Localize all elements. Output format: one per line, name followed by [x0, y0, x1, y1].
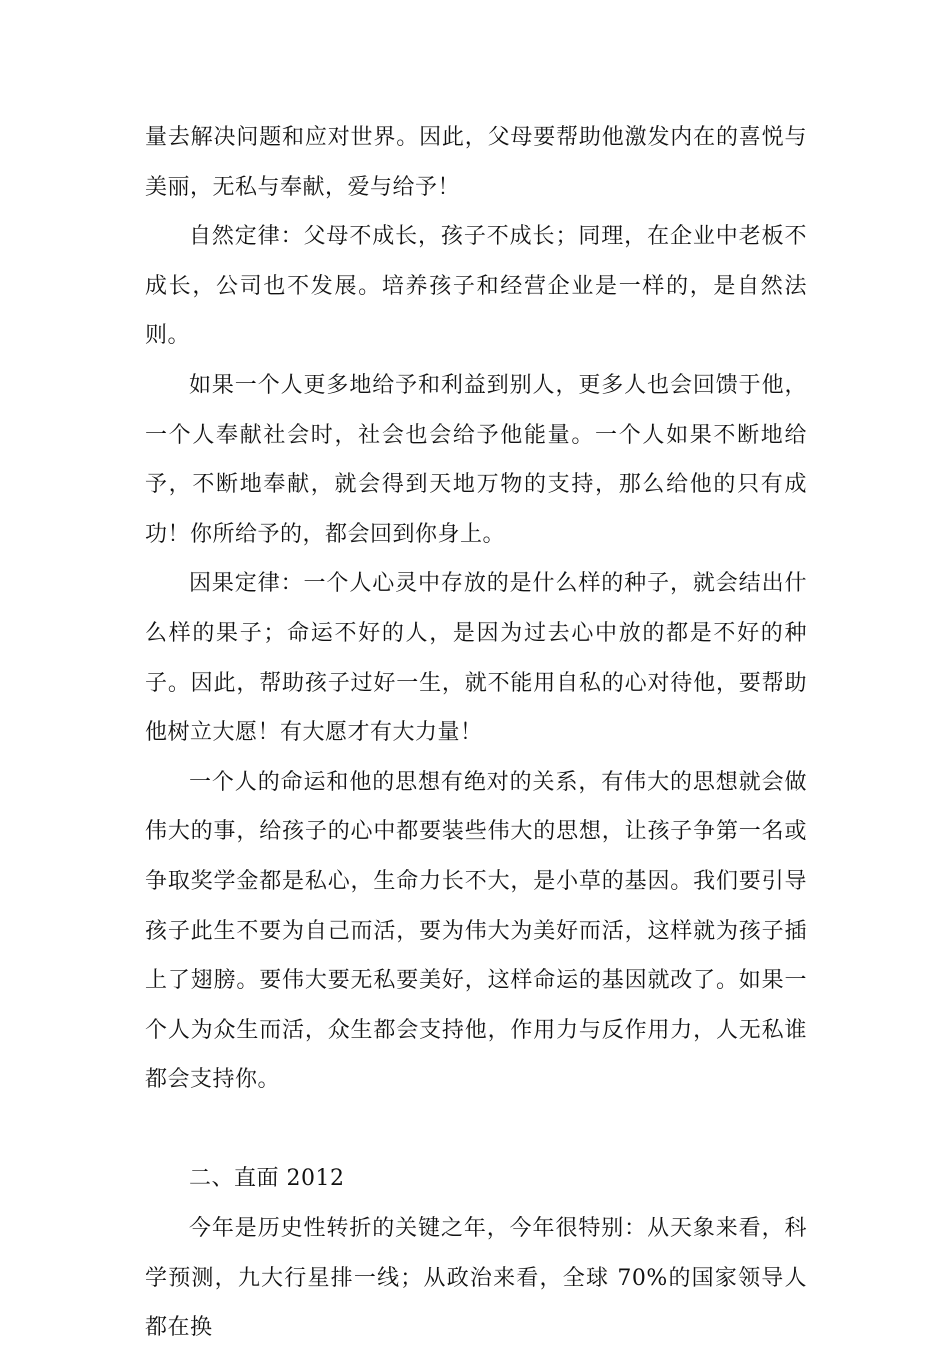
paragraph-giving: 如果一个人更多地给予和利益到别人，更多人也会回馈于他，一个人奉献社会时，社会也会给予他能量。一个人如果不断地给予，不断地奉献，就会得到天地万物的支持，那么给他的只有成功！你所给予的，都会回到你身上。: [145, 372, 807, 547]
paragraph-continuation: 量去解决问题和应对世界。因此，父母要帮助他激发内在的喜悦与美丽，无私与奉献，爱与给予！: [145, 125, 807, 200]
section-heading: 二、直面 2012: [189, 1166, 345, 1192]
paragraph-causality-law: 因果定律：一个人心灵中存放的是什么样的种子，就会结出什么样的果子；命运不好的人，是因为过去心中放的都是不好的种子。因此，帮助孩子过好一生，就不能用自私的心对待他，要帮助他树立大愿！有大愿才有大力量！: [145, 571, 807, 746]
blank-line: [145, 1105, 807, 1155]
paragraph-2012: 今年是历史性转折的关键之年，今年很特别：从天象来看，科学预测，九大行星排一线；从政治来看，全球 70%的国家领导人都在换: [145, 1216, 807, 1341]
paragraph-destiny-thought: 一个人的命运和他的思想有绝对的关系，有伟大的思想就会做伟大的事，给孩子的心中都要装些伟大的思想，让孩子争第一名或争取奖学金都是私心，生命力长不大，是小草的基因。我们要引导孩子此生不要为自己而活，要为伟大为美好而活，这样就为孩子插上了翅膀。要伟大要无私要美好，这样命运的基因就改了。如果一个人为众生而活，众生都会支持他，作用力与反作用力，人无私谁都会支持你。: [145, 769, 807, 1093]
document-body: [145, 113, 807, 1353]
paragraph-natural-law: 自然定律：父母不成长，孩子不成长；同理，在企业中老板不成长，公司也不发展。培养孩子和经营企业是一样的，是自然法则。: [145, 224, 807, 349]
